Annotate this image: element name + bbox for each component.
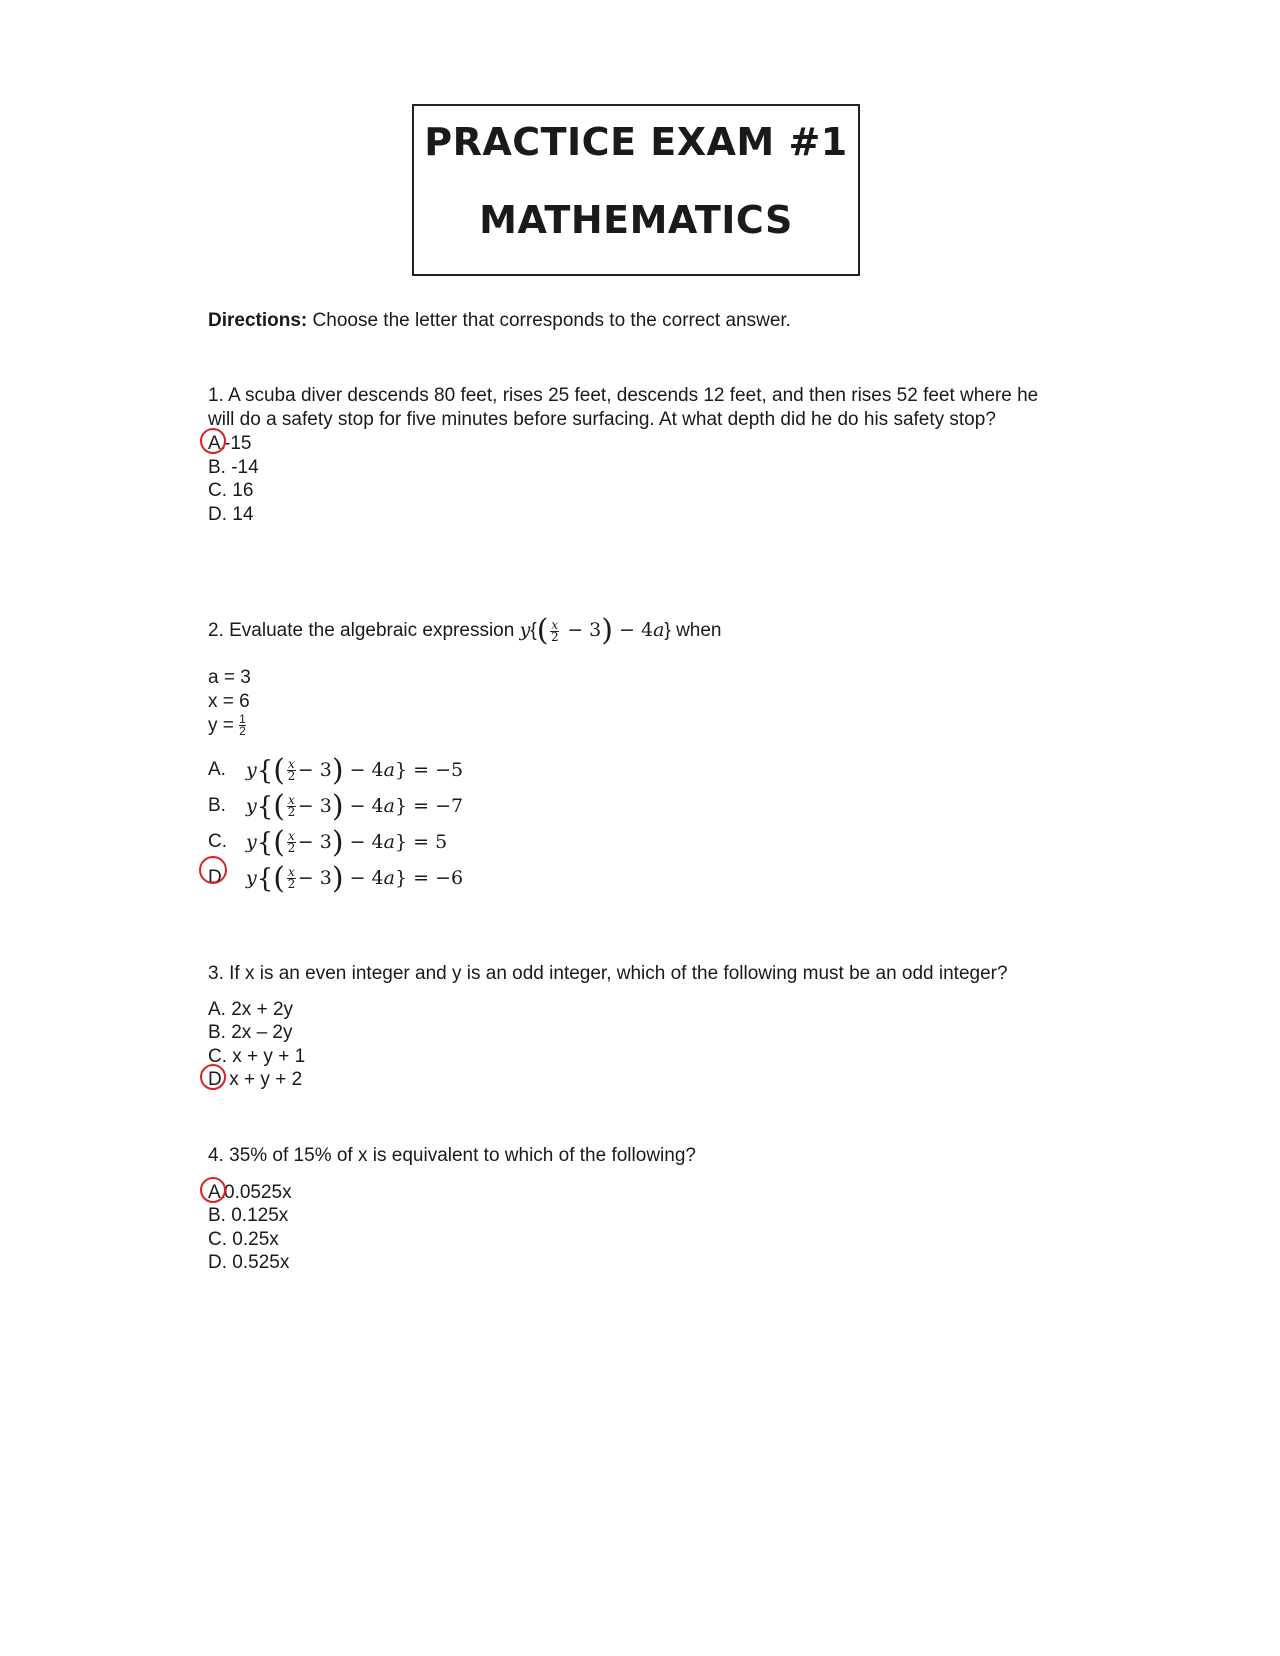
directions-label: Directions: (208, 310, 308, 331)
q1-option-a[interactable]: A.-15 (208, 433, 252, 454)
q4-option-b[interactable]: B. 0.125x (208, 1205, 289, 1226)
answer-circle: A. (208, 433, 226, 454)
question-3 (208, 962, 1068, 1092)
exam-title: PRACTICE EXAM #1 (424, 120, 848, 164)
var-a: a = 3 (208, 667, 251, 688)
q1-option-d[interactable]: D. 14 (208, 503, 254, 525)
question-4-text: 4. 35% of 15% of x is equivalent to which of the following? (208, 1145, 696, 1166)
var-y: y = $\frac{1}{2}$ (208, 712, 246, 739)
exam-subject: MATHEMATICS (479, 198, 793, 242)
q1-option-b[interactable]: B. -14 (208, 456, 259, 478)
q2-option-c[interactable]: C. y{( $\frac{x}{2}$ − 3) − 4a} = 5 (208, 824, 448, 860)
q3-option-a[interactable]: A. 2x + 2y (208, 998, 294, 1020)
answer-circle: D (208, 1068, 224, 1092)
directions-text: Choose the letter that corresponds to the correct answer. (307, 310, 791, 331)
q2-option-b[interactable]: B. y{( $\frac{x}{2}$ − 3) − 4a} = −7 (208, 788, 464, 824)
q3-option-c[interactable]: C. x + y + 1 (208, 1045, 306, 1067)
q2-option-a[interactable]: A. y{( $\frac{x}{2}$ − 3) − 4a} = −5 (208, 752, 464, 788)
q3-option-d[interactable]: D x + y + 2 (208, 1069, 303, 1090)
exam-title-box (412, 104, 860, 276)
q2-expression: y{( $\frac{x}{2}$ − 3) − 4a} (519, 613, 671, 649)
q4-option-a[interactable]: A.0.0525x (208, 1181, 292, 1203)
question-3-text: 3. If x is an even integer and y is an odd integer, which of the following must be an odd integer? (208, 963, 1008, 984)
question-2-text: 2. Evaluate the algebraic expression y{( $\frac{x}{2}$ − 3) − 4a} when (208, 613, 722, 649)
answer-circle: A. (208, 1181, 226, 1203)
answer-circle: D (208, 860, 246, 896)
q2-option-d[interactable]: D y{( $\frac{x}{2}$ − 3) − 4a} = −6 (208, 860, 464, 896)
question-4 (208, 1144, 1068, 1275)
question-2 (208, 613, 722, 896)
q1-option-c[interactable]: C. 16 (208, 480, 254, 501)
question-1-text: 1. A scuba diver descends 80 feet, rises 25 feet, descends 12 feet, and then rises 52 feet where he will do a safety stop for five minutes before surfacing. At what depth did he do his safety stop? (208, 385, 1039, 430)
var-x: x = 6 (208, 691, 250, 712)
q4-option-d[interactable]: D. 0.525x (208, 1252, 290, 1273)
q3-option-b[interactable]: B. 2x – 2y (208, 1022, 293, 1043)
directions (208, 310, 791, 332)
q4-option-c[interactable]: C. 0.25x (208, 1228, 279, 1250)
question-1 (208, 384, 1068, 526)
